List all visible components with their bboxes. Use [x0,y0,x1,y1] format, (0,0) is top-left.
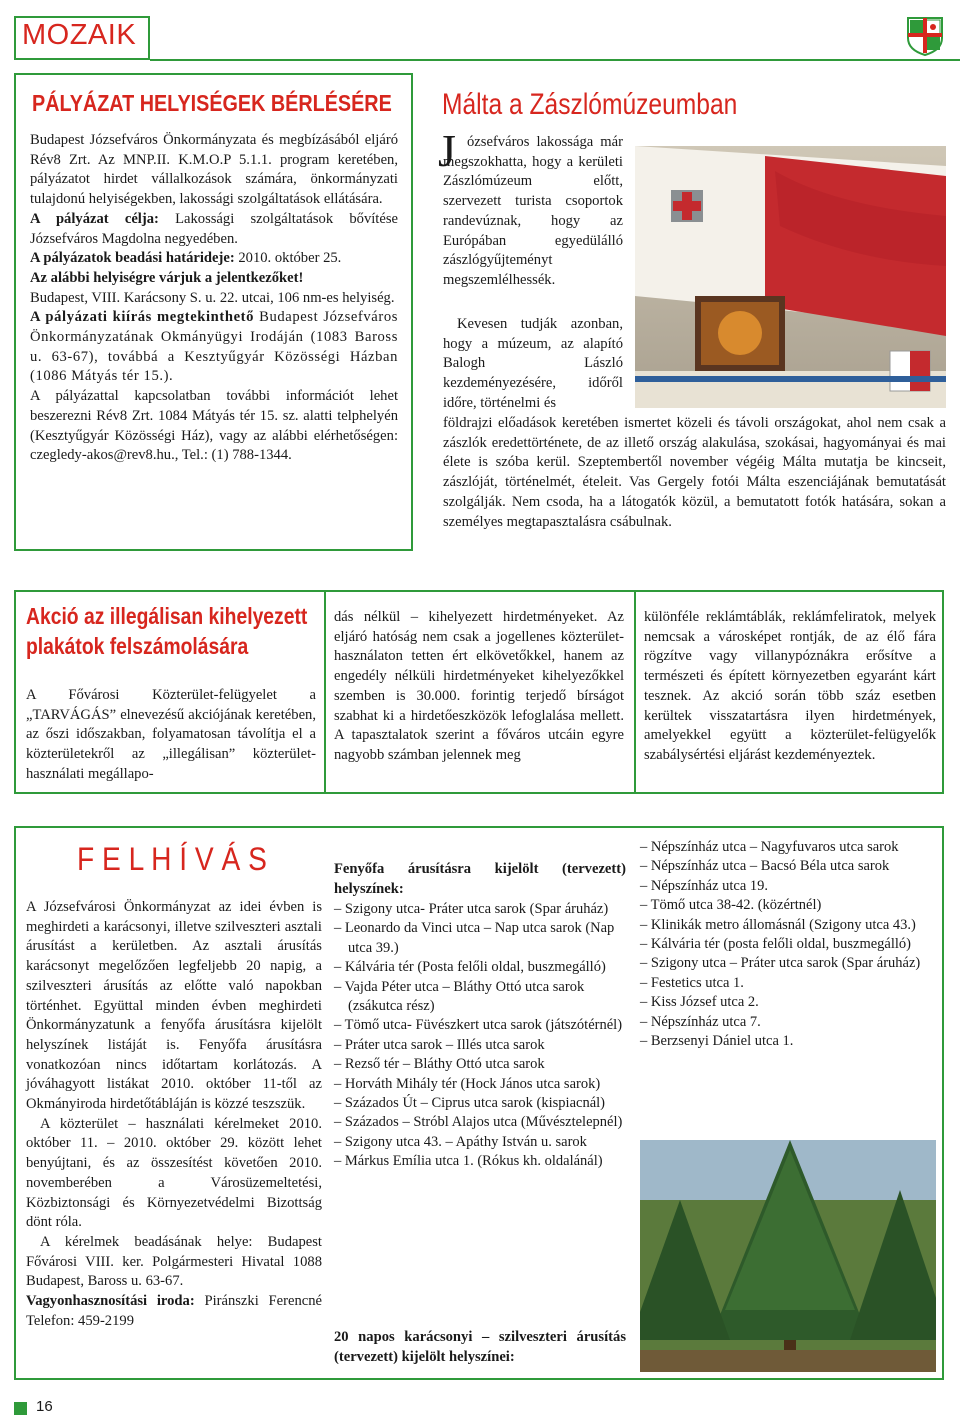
szilveszter-list-item: – Berzsenyi Dániel utca 1. [640,1033,794,1050]
palyazat-cim: Budapest, VIII. Karácsony S. u. 22. utcai, 106 nm-es helyiség. [30,289,395,306]
szilveszter-list-item: – Népszínház utca 7. [640,1013,761,1030]
akcio-col1: A Fővárosi Közterület-felügyelet a „TARVÁGÁS” elnevezésű akciójának keretében, az őszi időszakban, folyamatosan távolítja el a közterületekről az „illegálisan” közterület-használati megállapo- [26,687,316,782]
malta-body-wrap: Kevesen tudják azonban, hogy a múzeum, az alapító Balogh László kezdeményezésére, időről időre, történelmi és [443,316,623,411]
palyazat-cel-text: Lakossági szolgáltatások bővítése Józsefváros Magdolna negyedében. [30,210,398,247]
felhivas-kerelem: A közterület – használati kérelmeket 2010. október 11. – 2010. október 29. között lehet benyújtani, és az összesítést követően 2010. novemberében a Városüzemeltetési, Közbiztonsági és Környezetvédelmi Bizottság dönt róla. [26,1115,322,1231]
fenyo-location-list [334,900,626,1172]
felhivas-left-column [26,898,322,1331]
akcio-title-line1: Akció az illegálisan kihelyezett [26,603,308,629]
szilveszter-list-item: – Népszínház utca – Nagyfuvaros utca sarok [640,839,899,855]
akcio-col3: különféle reklámtáblák, reklámfeliratok, melyek nemcsak a városképet rontják, de az élő fára rögzítve vagy villanypóznákra erősítve a természeti és épített környezetben egyaránt kárt tesznek. Az akció során több száz esetben kerültek visszatartásra ilyen hirdetmények, amelyekkel együtt a közterület-felügyelők szabálysértési eljárást kezdeményeztek. [644,609,936,763]
pine-trees-photo [640,1140,936,1372]
fenyo-list-item: – Szigony utca 43. – Apáthy István u. sarok [334,1133,587,1150]
page-number: 16 [36,1398,53,1415]
palyazat-cel-label: A pályázat célja: [30,210,159,227]
felhivas-intro: A Józsefvárosi Önkormányzat az idei évben is meghirdeti a karácsonyi, illetve szilveszteri asztali árusítást a kerületben. Az asztali árusítás karácsonyt megelőzően legfeljebb 20 napig, a szilveszteri árusítás az előtte való napokban történhet. Együttal minden évben meghirdeti Önkormányzatunk a fenyőfa árusításra kijelölt helyszínek listáját is. Fenyőfa árusításra vonatkozóan nincs időtartam korlátozás. A jóváhagyott listákat 2010. október 11-től az Okmányiroda hirdetőtábláján is közzé teszszük. [26,899,322,1113]
szilveszter-location-list [640,838,936,1051]
akcio-divider-2 [634,590,636,794]
szilveszter-list-item: – Kálvária tér (posta felőli oldal, buszmegálló) [640,936,911,953]
palyazat-body [30,131,398,466]
szilveszter-list-item: – Festetics utca 1. [640,974,744,991]
fenyo-list-item: – Százados – Stróbl Alajos utca (Művésztelepnél) [334,1114,623,1131]
palyazat-hatarido [30,249,398,269]
palyazat-hatarido-text: 2010. október 25. [234,250,342,267]
palyazat-cel [30,210,398,249]
felhivas-title: F E L H Í V Á S [77,841,267,877]
fenyo-list-item: – Szigony utca- Práter utca sarok (Spar áruház) [334,901,609,917]
akcio-title-line2: plakátok felszámolására [26,633,249,659]
szilveszter-list-item: – Népszínház utca – Bacsó Béla utca sarok [640,858,890,875]
szilveszter-list-item: – Kiss József utca 2. [640,994,759,1011]
palyazat-title: PÁLYÁZAT HELYISÉGEK BÉRLÉSÉRE [32,90,392,116]
szilveszter-list-item: – Népszínház utca 19. [640,877,769,894]
szilveszter-list-item: – Szigony utca – Práter utca sarok (Spar áruház) [640,955,921,972]
section-title: MOZAIK [22,19,137,51]
felhivas-iroda [26,1292,322,1331]
fenyo-list-item: – Vajda Péter utca – Bláthy Ottó utca sarok (zsákutca rész) [334,978,585,1015]
malta-dropcap: J [438,125,456,176]
fenyo-list-item: – Tömő utca- Füvészkert utca sarok (játszótérnél) [334,1017,623,1034]
akcio-col2: dás nélkül – kihelyezett hirdetményeket. Az eljáró hatóság nem csak a jogellenes közterület-használaton tetten ért elkövetőkkel, hanem az engedély nélküli hirdetményeket kihelyezőkkel szemben is 30.000. forintig terjedő bírságot szabhat ki a hirdetőeszközök lefoglalása mellett. A tapasztalatok szerint a főváros utcáin egyre nagyobb számban jelennek meg [334,609,624,763]
szilveszter-list-item: – Tömő utca 38-42. (közértnél) [640,897,822,914]
malta-flag-photo [635,146,946,408]
header-rule [150,59,960,61]
fenyo-list-item: – Kálvária tér (Posta felőli oldal, buszmegálló) [334,959,606,976]
felhivas-iroda-text: Piránszki Ferencné Telefon: 459-2199 [26,1293,322,1329]
palyazat-kapcsolat: A pályázattal kapcsolatban további információt lehet beszerezni Rév8 Zrt. 1084 Mátyás tér 15. sz. alatti telphelyén (Kesztyűgyár Közösségi Ház), vagy az alábbi elérhetőségen: czegledy-akos@rev8.hu., Tel.: (1) 788-1344. [30,388,398,464]
footer-marker [14,1402,27,1415]
fenyo-list-item: – Leonardo da Vinci utca – Nap utca sarok (Nap utca 39.) [334,920,615,956]
fenyo-heading: Fenyőfa árusításra kijelölt (tervezett) helyszínek: [334,861,626,897]
felhivas-iroda-label: Vagyonhasznosítási iroda: [26,1293,195,1310]
fenyo-list-item: – Márkus Emília utca 1. (Rókus kh. oldalánál) [334,1153,603,1170]
palyazat-intro: Budapest Józsefváros Önkormányzata és megbízásából eljáró Rév8 Zrt. Az MNP.II. K.M.O.P 5.1.1. program keretében, pályázatot hirdet vállalkozások számára, önkormányzati tulajdonú helyiségekben, lakossági szolgáltatások ellátására. [30,132,398,208]
palyazat-kiiras-text: Budapest Józsefváros Önkormányzatának Okmányügyi Irodáján (1083 Baross u. 63-67), továbbá a Kesztyűgyár Közösségi Házban (1086 Mátyás tér 15.). [30,309,398,385]
malta-body-full: földrajzi előadások keretében ismertet közeli és távoli országokat, ahol nem csak a zászlók eredettörténete, de az illető ország alakulása, szokásai, hagyományai és mai élete is szóba kerül. Szeptembertől november végéig Málta mutatja be kincseit, zászlóját, történelmét, ételeit. Vas Gergely fotói Málta eszenciájának bemutatását szolgálják. Nem csoda, ha a látogatók közül, a bemutatott fotók hatására, sokan a személyes megtapasztalásra csábulnak. [443,415,946,530]
fenyo-list-item: – Práter utca sarok – Illés utca sarok [334,1036,545,1053]
malta-intro: ózsefváros lakossága már megszokhatta, hogy a kerületi Zászlómúzeum előtt, szervezett turista csoportok randevúznak, hogy az Európában egyedülálló zászlógyűjteményt megszemlélhessék. [443,134,623,288]
palyazat-hatarido-label: A pályázatok beadási határideje: [30,250,235,267]
palyazat-kiiras-label: A pályázati kiírás megtekinthető [30,309,255,326]
akcio-divider-1 [324,590,326,794]
fenyo-list-item: – Horváth Mihály tér (Hock János utca sarok) [334,1075,601,1092]
fenyo-list-item: – Rezső tér – Bláthy Ottó utca sarok [334,1056,545,1073]
palyazat-kiiras [30,308,398,387]
szilveszter-list-item: – Klinikák metro állomásnál (Szigony utca 43.) [640,916,916,933]
fenyo-list-item: – Százados Út – Ciprus utca sarok (kispiacnál) [334,1095,605,1112]
malta-title: Málta a Zászlómúzeumban [442,88,738,121]
felhivas-helye: A kérelmek beadásának helye: Budapest Fővárosi VIII. ker. Polgármesteri Hivatal 1088 Budapest, Baross u. 63-67. [26,1233,322,1290]
district-crest-icon [906,16,944,56]
palyazat-varjuk: Az alábbi helyiségre várjuk a jelentkezőket! [30,269,304,286]
szilveszter-heading: 20 napos karácsonyi – szilveszteri árusítás (tervezett) kijelölt helyszínei: [334,1329,626,1365]
